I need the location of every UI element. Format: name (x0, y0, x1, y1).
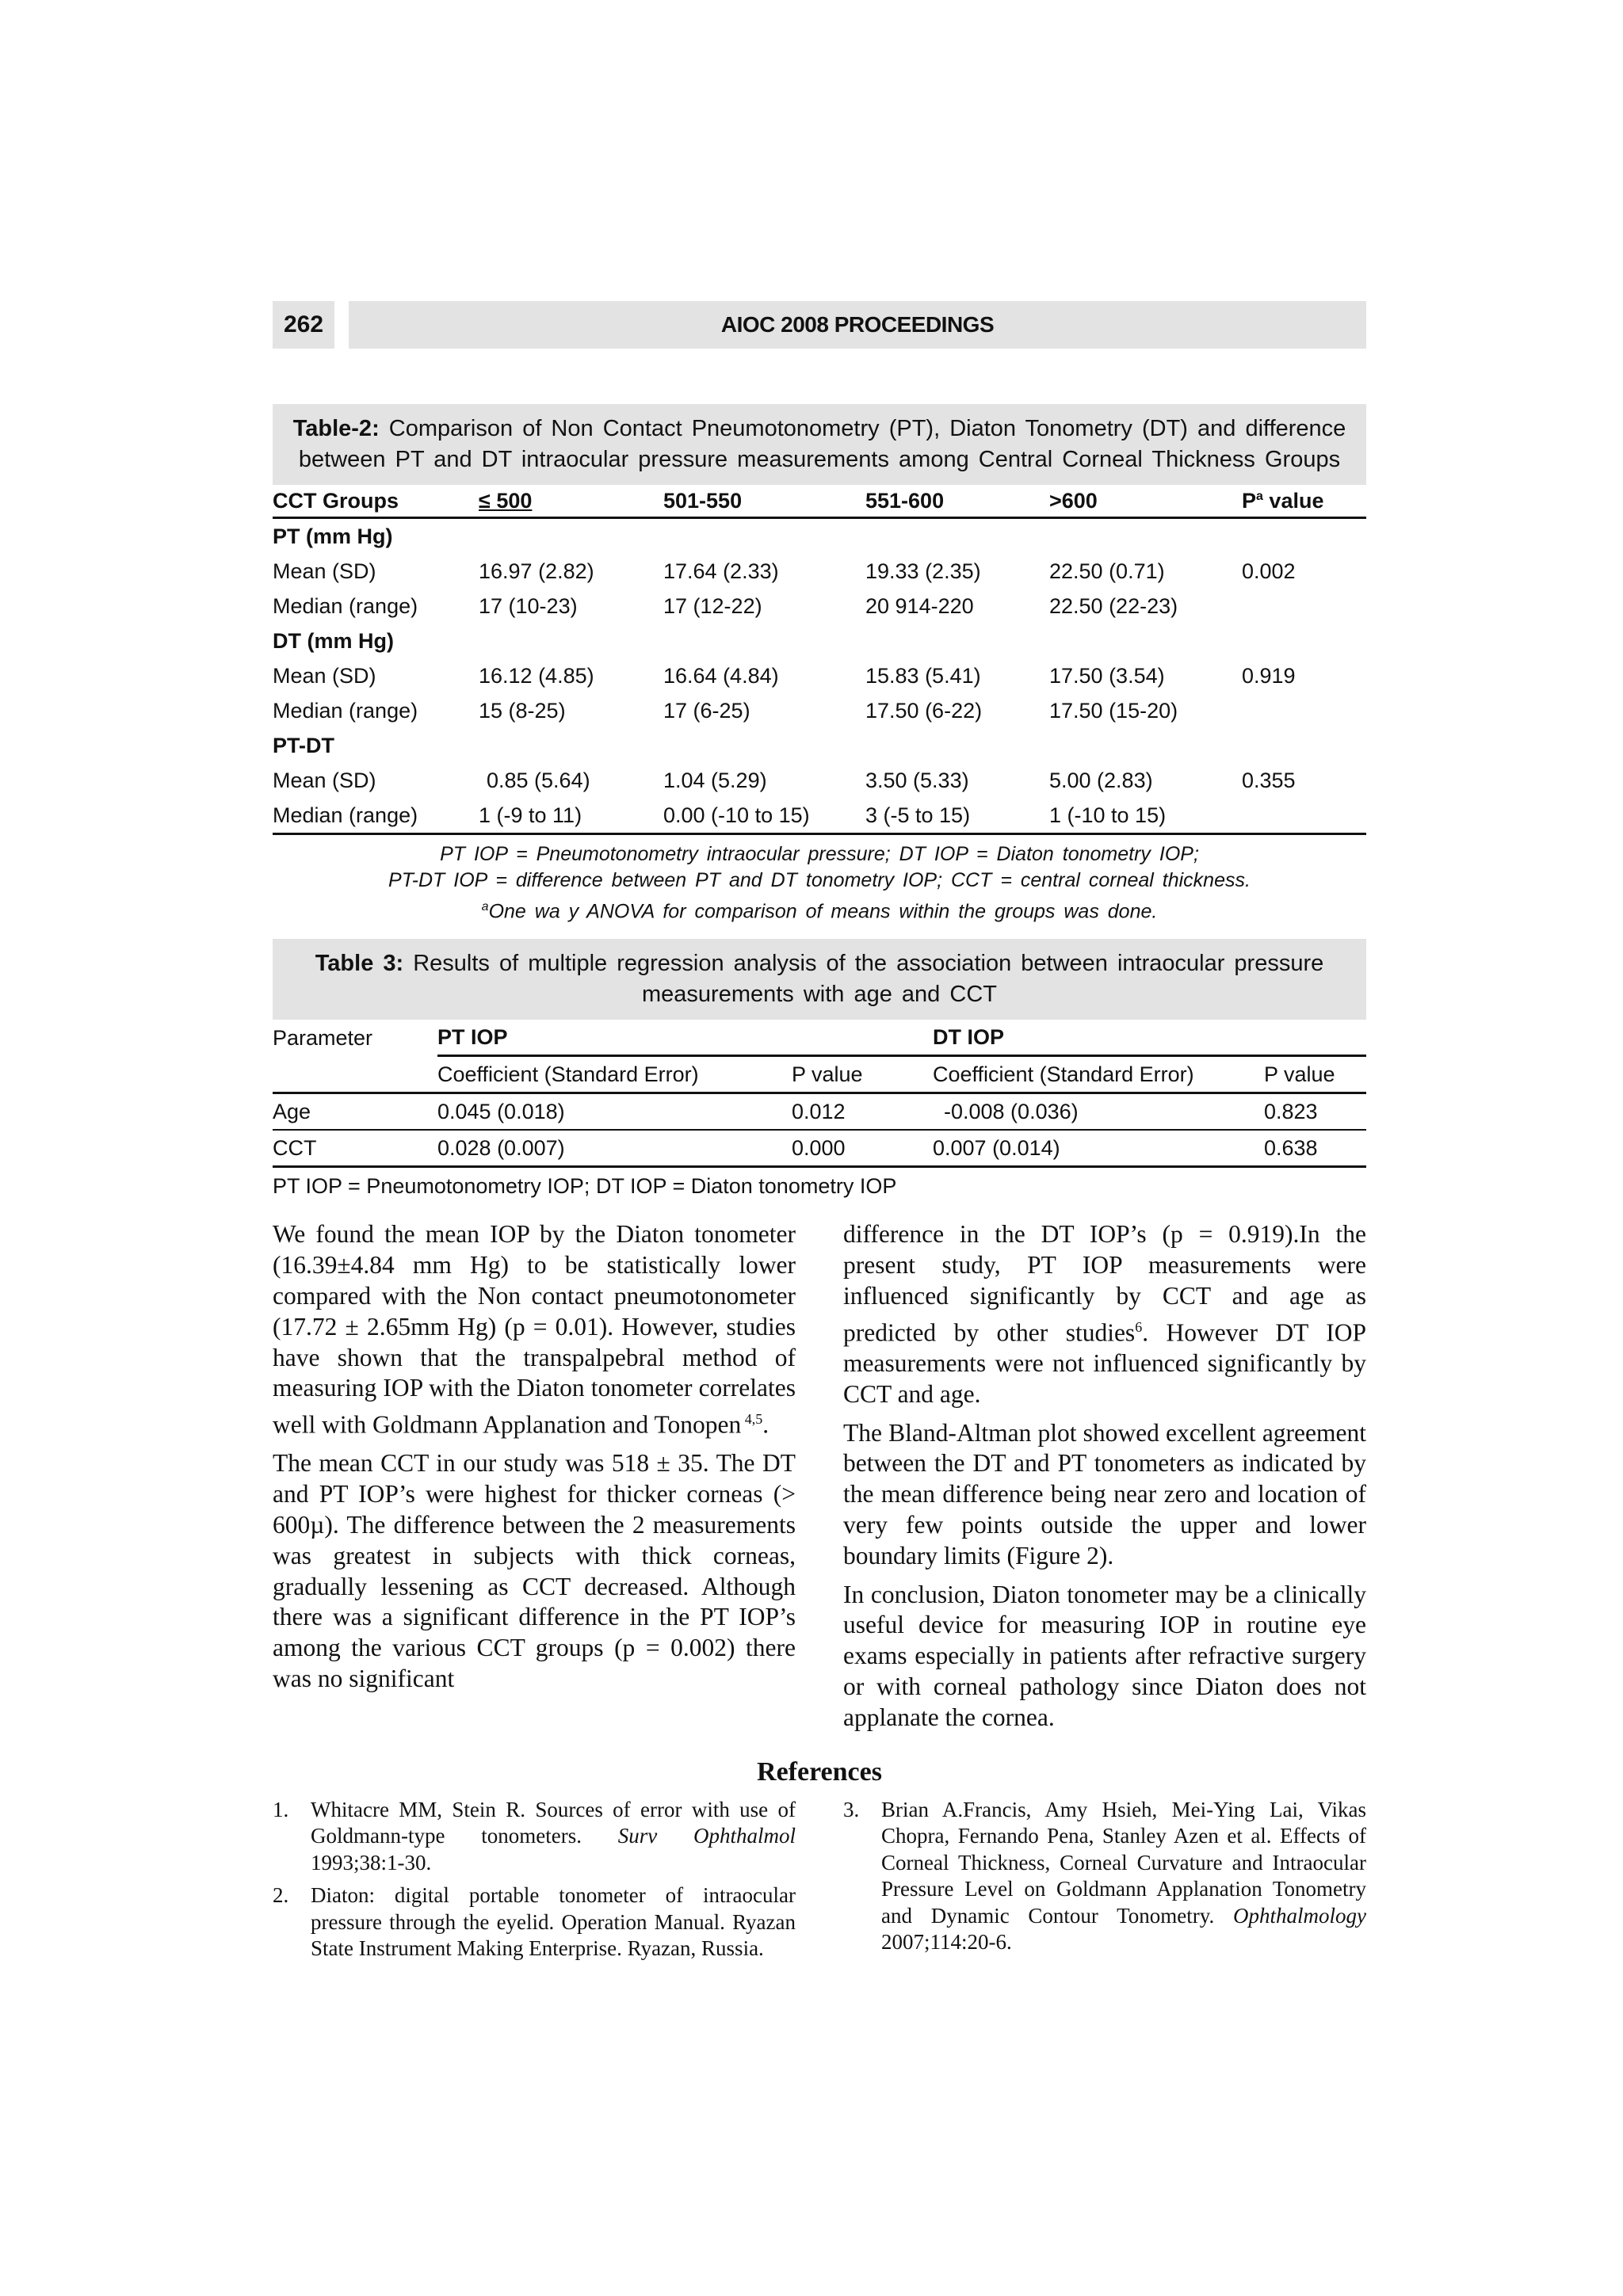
table3-caption (273, 939, 1366, 1020)
section-title: PT (mm Hg) (273, 524, 393, 548)
table2 (273, 485, 1366, 835)
table-cell (1242, 589, 1366, 624)
value-label: value (1262, 488, 1324, 513)
section-title: DT (mm Hg) (273, 628, 394, 653)
table-cell: PT IOP (437, 1020, 933, 1056)
paragraph-text: . However DT IOP measurements were not influenced significantly by CCT and age. (843, 1318, 1366, 1408)
citation: 6 (1135, 1318, 1143, 1335)
table2-note: PT-DT IOP = difference between PT and DT tonometry IOP; CCT = central corneal thickness. (388, 869, 1251, 891)
table-row (273, 518, 1366, 555)
reference-citation: 1993;38:1-30. (311, 1850, 432, 1875)
reference-item (843, 1797, 1366, 1956)
table2-col-header: >600 (1049, 485, 1242, 518)
page-header (273, 301, 1366, 349)
table-cell: 16.97 (2.82) (479, 559, 594, 583)
references-left (273, 1797, 796, 1969)
references-right (843, 1797, 1366, 1969)
p-label: P (1242, 488, 1257, 513)
table-cell: 17 (12-22) (663, 593, 762, 618)
table-cell (1242, 693, 1366, 728)
table-cell: 0.638 (1264, 1130, 1366, 1167)
table-cell: 0.002 (1242, 559, 1296, 583)
table3-header-row (273, 1020, 1366, 1056)
table-cell: 1 (-10 to 15) (1049, 798, 1242, 834)
table-cell: P value (1264, 1056, 1366, 1093)
table-cell: Coefficient (Standard Error) (437, 1056, 792, 1093)
table-cell: 17.50 (15-20) (1049, 698, 1178, 723)
table-cell: 0.045 (0.018) (437, 1093, 792, 1131)
table-cell: 0.823 (1264, 1093, 1366, 1131)
note-superscript: a (481, 900, 489, 913)
table-cell: 17.64 (2.33) (663, 559, 779, 583)
table-cell: 5.00 (2.83) (1049, 768, 1153, 792)
table-cell: 15 (8-25) (479, 698, 566, 723)
table3-subheader-row (273, 1056, 1366, 1093)
table2-col-header: ≤ 500 (479, 485, 663, 518)
table-row (273, 658, 1366, 693)
paragraph-end: . (762, 1410, 769, 1439)
reference-text (881, 1797, 1366, 1956)
table-row (273, 763, 1366, 798)
table3-caption-text: Results of multiple regression analysis of the association between intraocular pressure measurements with age and CCT (403, 951, 1324, 1008)
table-cell: 0.355 (1242, 768, 1296, 792)
paragraph: The mean CCT in our study was 518 ± 35. The DT and PT IOP’s were highest for thicker corneas (> 600µ). The difference between the 2 measurements was greatest in subjects with thick corneas, gradually lessening as CCT decreased. Although there was a significant difference in the PT IOP’s among the various CCT groups (p = 0.002) there was no significant (273, 1449, 796, 1692)
table-cell: 3 (-5 to 15) (865, 798, 1049, 834)
table-cell: Age (273, 1093, 437, 1131)
table-cell: 19.33 (2.35) (865, 559, 981, 583)
table-cell: 1 (-9 to 11) (479, 798, 663, 834)
table-cell: Mean (SD) (273, 768, 376, 792)
table2-col-header: 551-600 (865, 485, 1049, 518)
table-cell: 17 (6-25) (663, 698, 750, 723)
reference-number: 1. (273, 1797, 289, 1821)
table-cell: Coefficient (Standard Error) (933, 1056, 1264, 1093)
table2-note: PT IOP = Pneumotonometry intraocular pressure; DT IOP = Diaton tonometry IOP; (440, 843, 1199, 865)
table2-label: Table-2: (292, 416, 380, 441)
paragraph (273, 1219, 796, 1440)
table2-caption (273, 404, 1366, 485)
table-cell: Median (range) (273, 798, 479, 834)
reference-item (273, 1797, 796, 1877)
reference-number: 2. (273, 1883, 289, 1908)
reference-text (311, 1797, 796, 1877)
page-number: 262 (273, 301, 334, 349)
table-row (273, 1093, 1366, 1131)
paragraph-text: We found the mean IOP by the Diaton tonometer (16.39±4.84 mm Hg) to be statistically lower compared with the Non contact pneumotonometer (17.72 ± 2.65mm Hg) (p = 0.01). However, studies have shown that the transpalpebral method of measuring IOP with the Diaton tonometer correlates well with Goldmann Applanation and Tonopen (273, 1220, 796, 1439)
table2-header-row (273, 485, 1366, 518)
reference-item (273, 1882, 796, 1962)
table-cell: 0.007 (0.014) (933, 1130, 1264, 1167)
table-row (273, 1130, 1366, 1167)
table-cell: Median (range) (273, 593, 418, 618)
body-columns (273, 1219, 1366, 1741)
page (273, 301, 1366, 1969)
table2-col-header (1242, 485, 1366, 518)
table-cell: DT IOP (933, 1020, 1366, 1056)
table-row (273, 798, 1366, 834)
table-row (273, 554, 1366, 589)
table-cell: CCT (273, 1130, 437, 1167)
table2-note (273, 894, 1366, 925)
body-column-left (273, 1219, 796, 1741)
table-cell: 22.50 (0.71) (1049, 559, 1165, 583)
table-cell: 17 (10-23) (479, 593, 578, 618)
table-cell: -0.008 (0.036) (933, 1093, 1264, 1131)
table-row (273, 693, 1366, 728)
paragraph-text: difference in the DT IOP’s (p = 0.919).In the present study, PT IOP measurements were influenced significantly by CCT and age as predicted by other studies (843, 1220, 1366, 1347)
table-cell: Mean (SD) (273, 559, 376, 583)
reference-journal: Ophthalmology (1233, 1903, 1366, 1928)
reference-authors: Brian A.Francis, Amy Hsieh, Mei-Ying Lai, Vikas Chopra, Fernando Pena, Stanley Azen et al. Effects of Corneal Thickness, Corneal Curvature and Intraocular Pressure Level on Goldmann Applanation Tonometry and Dynamic Contour Tonometry. (881, 1797, 1366, 1928)
table2-col-header: CCT Groups (273, 485, 479, 518)
references (273, 1797, 1366, 1969)
p-superscript: a (1256, 489, 1263, 503)
table-cell: 0.85 (5.64) (487, 768, 590, 792)
table-cell: Mean (SD) (273, 663, 376, 688)
table-cell: 16.12 (4.85) (479, 663, 594, 688)
reference-journal: Surv Ophthalmol (617, 1824, 796, 1848)
table-cell: 17.50 (3.54) (1049, 663, 1165, 688)
table2-col-header: 501-550 (663, 485, 865, 518)
table-cell: 0.012 (792, 1093, 933, 1131)
table-cell: Parameter (273, 1025, 373, 1050)
table3-note: PT IOP = Pneumotonometry IOP; DT IOP = Diaton tonometry IOP (273, 1174, 897, 1199)
table-cell: 0.000 (792, 1130, 933, 1167)
reference-authors: Whitacre MM, Stein R. Sources of error with use of Goldmann-type tonometers. (311, 1797, 796, 1848)
table3-label: Table 3: (315, 951, 404, 977)
table-cell: 20 914-220 (865, 593, 974, 618)
table-cell: 1.04 (5.29) (663, 768, 767, 792)
table-cell: 0.028 (0.007) (437, 1130, 792, 1167)
running-title: AIOC 2008 PROCEEDINGS (349, 301, 1366, 349)
paragraph: In conclusion, Diaton tonometer may be a clinically useful device for measuring IOP in routine eye exams especially in patients after refractive surgery or with corneal pathology since Diaton does not applanate the cornea. (843, 1580, 1366, 1731)
table-cell: 22.50 (22-23) (1049, 593, 1178, 618)
table2-notes (273, 841, 1366, 925)
body-column-right (843, 1219, 1366, 1741)
table-row (273, 624, 1366, 658)
citation: 4,5 (741, 1411, 763, 1428)
table-cell: 17.50 (6-22) (865, 698, 983, 723)
table-cell: Median (range) (273, 698, 418, 723)
table3 (273, 1020, 1366, 1168)
reference-number: 3. (843, 1797, 860, 1821)
paragraph: The Bland-Altman plot showed excellent agreement between the DT and PT tonometers as indicated by the mean difference being near zero and location of very few points outside the upper and lower boundary limits (Figure 2). (843, 1418, 1366, 1569)
table-cell: 16.64 (4.84) (663, 663, 779, 688)
table-row (273, 589, 1366, 624)
references-title: References (757, 1756, 882, 1787)
paragraph (843, 1219, 1366, 1409)
table2-note-anova: One wa y ANOVA for comparison of means within the groups was done. (488, 900, 1158, 923)
table-cell: 0.919 (1242, 663, 1296, 688)
reference-text: Diaton: digital portable tonometer of intraocular pressure through the eyelid. Operation Manual. Ryazan State Instrument Making Enterprise. Ryazan, Russia. (311, 1883, 796, 1961)
reference-citation: 2007;114:20-6. (881, 1930, 1012, 1955)
table-cell: 0.00 (-10 to 15) (663, 798, 865, 834)
table-cell: 15.83 (5.41) (865, 663, 981, 688)
table-cell: P value (792, 1056, 933, 1093)
section-title: PT-DT (273, 733, 334, 757)
table-cell (273, 1056, 437, 1093)
table-row (273, 728, 1366, 763)
table-cell (1242, 798, 1366, 834)
table-cell: 3.50 (5.33) (865, 768, 969, 792)
table2-caption-text: Comparison of Non Contact Pneumotonometry (PT), Diaton Tonometry (DT) and difference between PT and DT intraocular pressure measurements among Central Corneal Thickness Groups (298, 416, 1346, 472)
